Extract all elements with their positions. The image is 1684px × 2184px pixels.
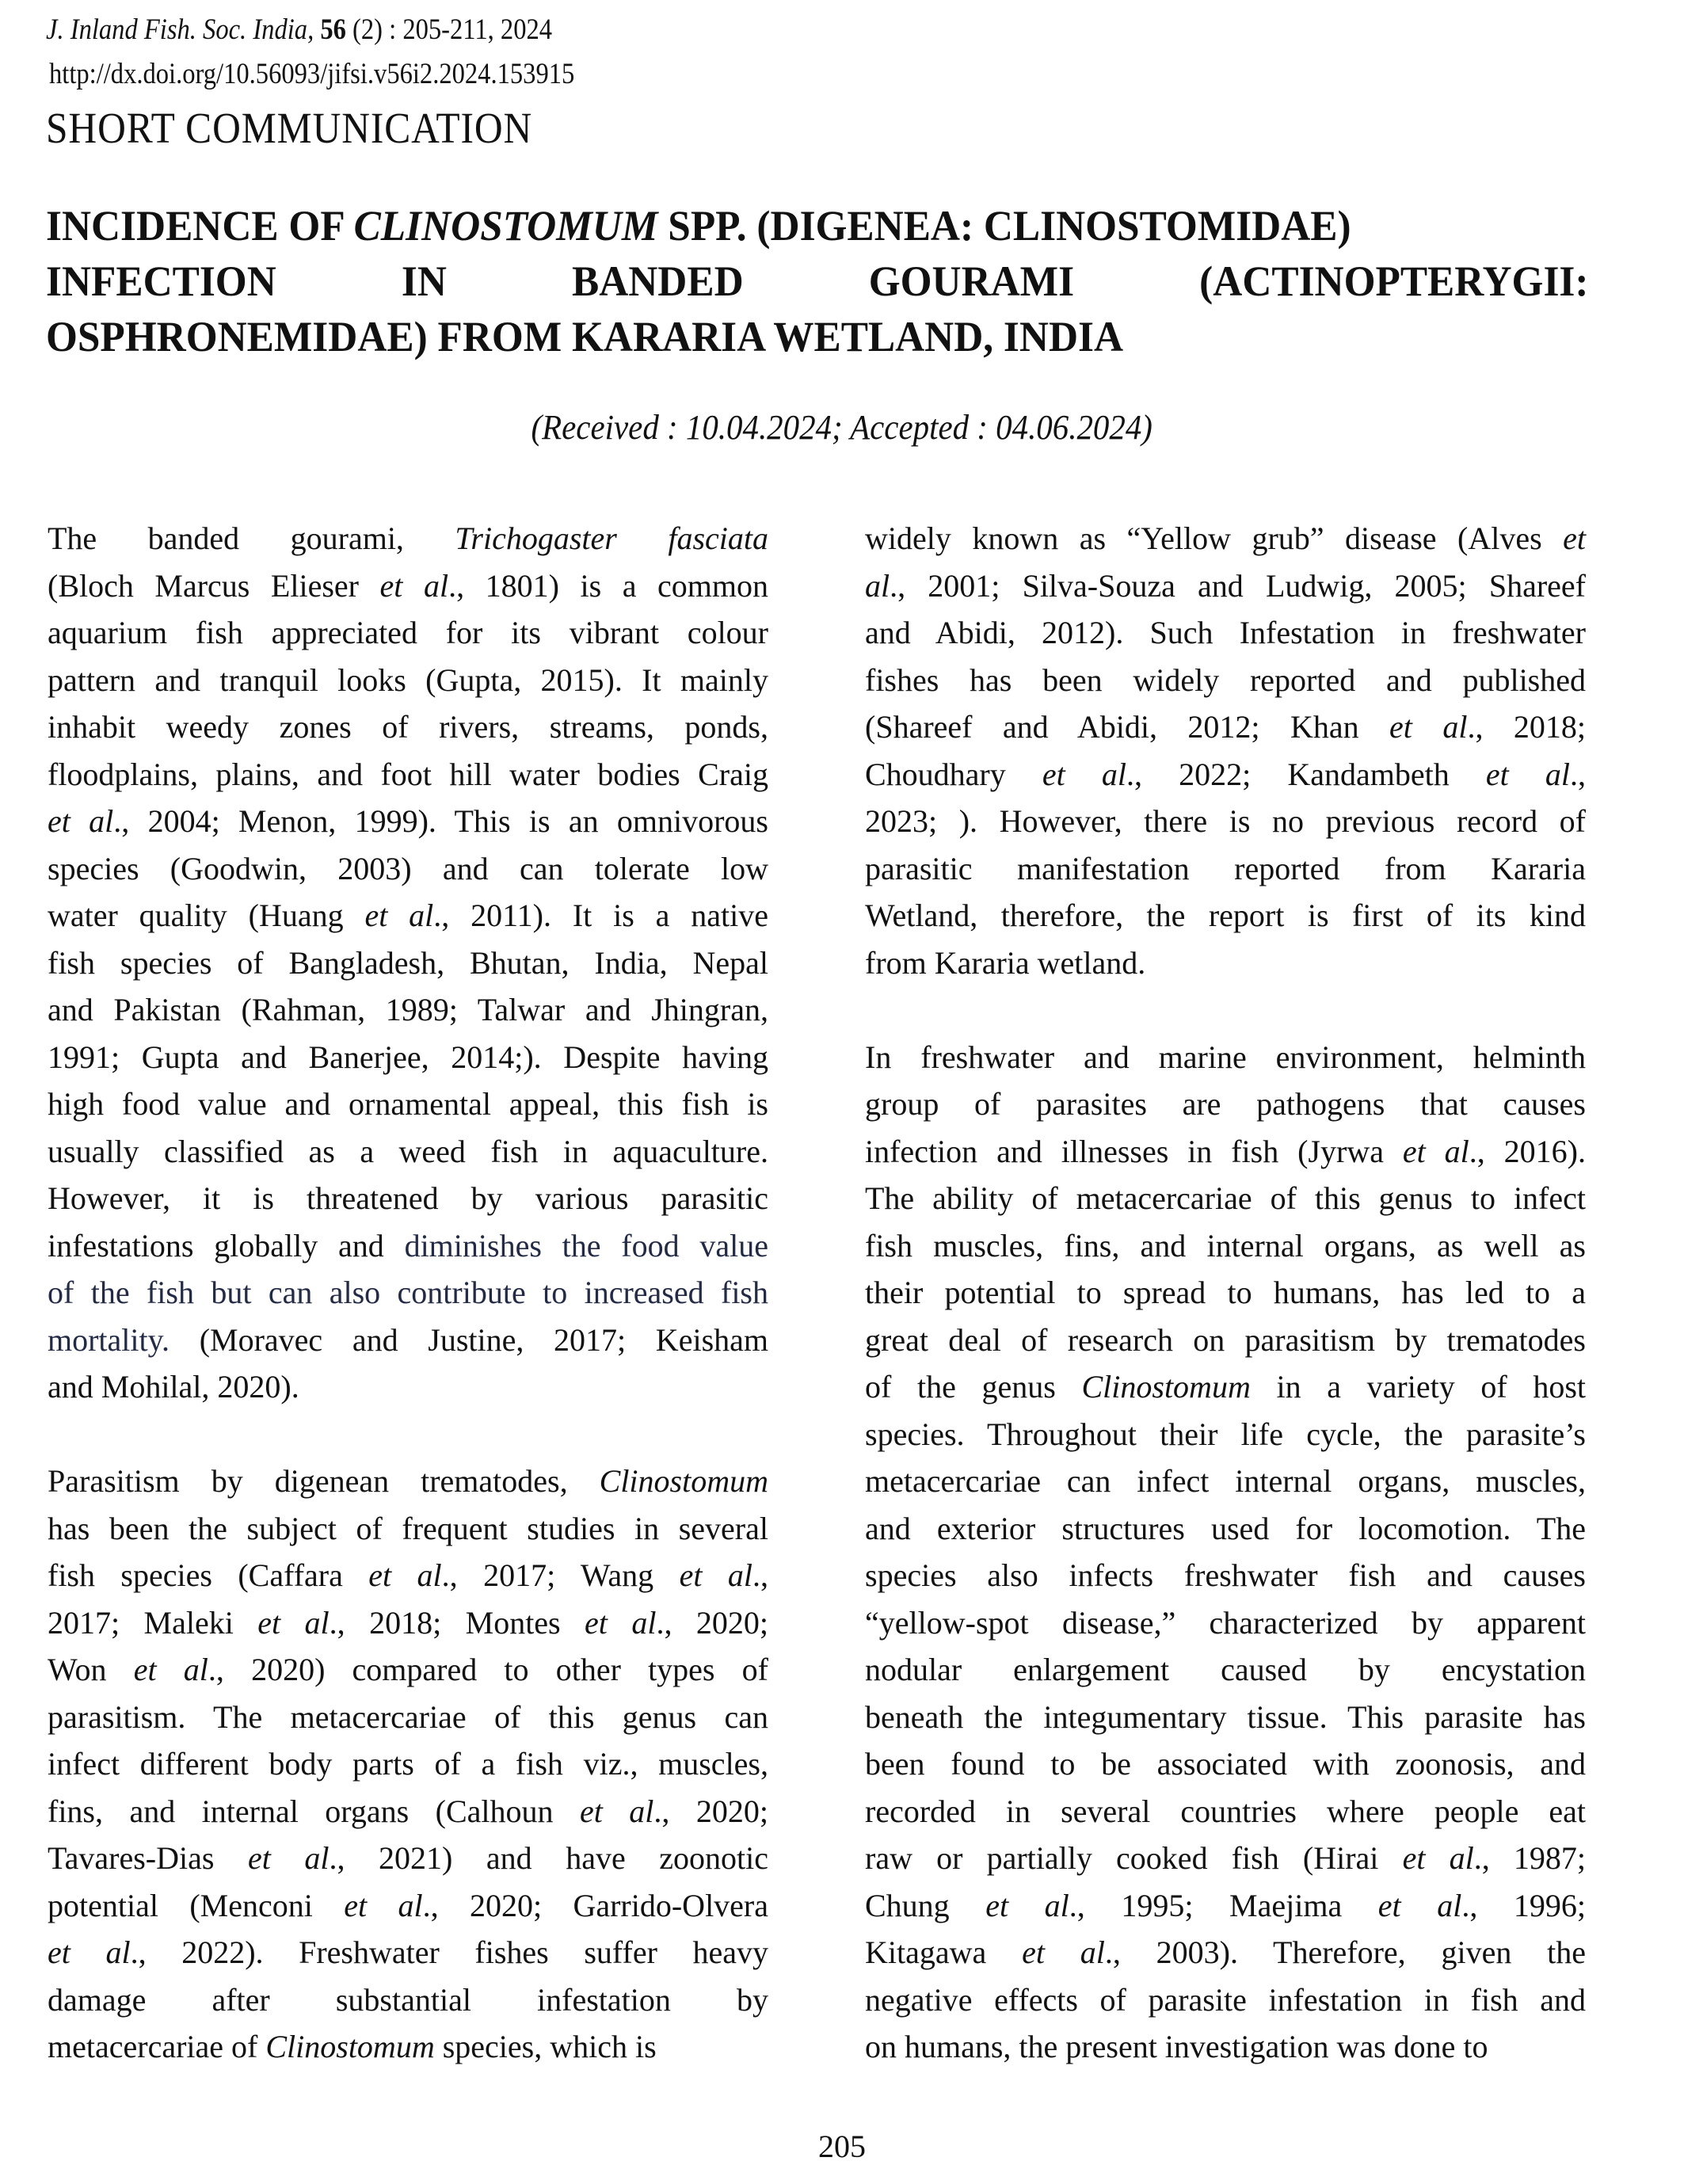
text-line: and exterior structures used for locomotion. The [865, 1510, 1586, 1546]
italic-term: et al [133, 1652, 208, 1687]
italic-term: et al [1485, 756, 1570, 792]
italic-term: et al [679, 1557, 752, 1593]
doi-link[interactable]: http://dx.doi.org/10.56093/jifsi.v56i2.2024.153915 [49, 58, 575, 90]
text-line: of the genus Clinostomum in a variety of host [865, 1369, 1587, 1405]
paragraph-gap [865, 986, 1586, 1034]
received-accepted-dates: (Received : 10.04.2024; Accepted : 04.06.2024) [531, 408, 1153, 447]
text-line: metacercariae can infect internal organs, muscles, [865, 1463, 1586, 1499]
text-line: on humans, the present investigation was done to [865, 2029, 1488, 2064]
text-line: 1991; Gupta and Banerjee, 2014;). Despite having [48, 1039, 768, 1075]
highlighted-text: diminishes the food value [404, 1227, 768, 1264]
text-line: species. Throughout their life cycle, the parasite’s [865, 1416, 1586, 1452]
highlighted-text: of the fish but can also contribute to increased fish [48, 1275, 768, 1310]
text-line: nodular enlargement caused by encystation [865, 1652, 1586, 1687]
text-line: fish muscles, fins, and internal organs, as well as [865, 1227, 1586, 1264]
italic-term: Trichogaster fasciata [455, 520, 768, 556]
text-line: raw or partially cooked fish (Hirai et al., 1987; [865, 1840, 1586, 1876]
italic-term: Clinostomum [599, 1463, 768, 1499]
italic-term: et al [344, 1887, 423, 1923]
text-line: “yellow-spot disease,” characterized by apparent [865, 1604, 1586, 1641]
text-line: mortality. (Moravec and Justine, 2017; Keisham [48, 1321, 768, 1358]
text-line: fins, and internal organs (Calhoun et al., 2020; [48, 1793, 768, 1829]
italic-term: et al [1042, 756, 1126, 792]
italic-term: et al [247, 1840, 330, 1876]
italic-term: Clinostomum [1081, 1369, 1251, 1405]
text-line: infection and illnesses in fish (Jyrwa et al., 2016). [865, 1133, 1586, 1169]
text-line: their potential to spread to humans, has led to a [865, 1275, 1586, 1310]
text-line: The ability of metacercariae of this genus to infect [865, 1180, 1586, 1216]
right-column [865, 515, 1586, 2071]
text-line: widely known as “Yellow grub” disease (Alves et [865, 520, 1586, 556]
title-line-1: INCIDENCE OF CLINOSTOMUM SPP. (DIGENEA: CLINOSTOMIDAE) [46, 202, 1351, 250]
italic-term: et al [364, 898, 434, 933]
text-line: group of parasites are pathogens that causes [865, 1086, 1586, 1122]
text-line: Parasitism by digenean trematodes, Clinostomum [48, 1463, 768, 1499]
journal-volume: 56 [320, 13, 346, 46]
text-line: infestations globally and diminishes the food value [48, 1227, 768, 1264]
text-line: (Bloch Marcus Elieser et al., 1801) is a common [48, 567, 768, 604]
text-line: Tavares-Dias et al., 2021) and have zoonotic [48, 1840, 768, 1876]
text-line: infect different body parts of a fish viz., muscles, [48, 1746, 768, 1782]
italic-term: et al [585, 1604, 657, 1641]
paragraph-gap [48, 1411, 768, 1458]
text-line: fish species of Bangladesh, Bhutan, India, Nepal [48, 944, 768, 981]
text-line: 2023; ). However, there is no previous record of [865, 803, 1586, 839]
text-line: al., 2001; Silva-Souza and Ludwig, 2005; Shareef [865, 567, 1586, 604]
text-line: species (Goodwin, 2003) and can tolerate low [48, 850, 768, 886]
text-line: et al., 2022). Freshwater fishes suffer heavy [48, 1934, 769, 1970]
text-line: metacercariae of Clinostomum species, which is [48, 2029, 657, 2064]
italic-term: et al [1389, 709, 1468, 745]
title-line-3: OSPHRONEMIDAE) FROM KARARIA WETLAND, INDIA [46, 313, 1124, 360]
text-line: has been the subject of frequent studies in several [48, 1510, 768, 1546]
italic-term: et al [1402, 1840, 1474, 1876]
text-line: Won et al., 2020) compared to other types of [48, 1652, 768, 1687]
text-line: pattern and tranquil looks (Gupta, 2015). It mainly [48, 661, 768, 698]
italic-term: et al [579, 1793, 654, 1829]
text-line: negative effects of parasite infestation in fish and [865, 1981, 1586, 2018]
journal-issue-pages: (2) : 205-211, 2024 [352, 13, 553, 46]
text-line: fishes has been widely reported and published [865, 661, 1586, 698]
text-line: parasitism. The metacercariae of this genus can [48, 1698, 768, 1735]
text-line: The banded gourami, Trichogaster fasciata [48, 520, 768, 556]
title-genus: CLINOSTOMUM [353, 202, 658, 250]
italic-term: et al [1377, 1887, 1462, 1923]
text-line: 2017; Maleki et al., 2018; Montes et al., 2020; [48, 1604, 768, 1641]
text-line: parasitic manifestation reported from Kararia [865, 850, 1586, 886]
journal-citation [46, 11, 552, 49]
italic-term: et al [48, 1934, 131, 1970]
text-line: In freshwater and marine environment, helminth [865, 1039, 1586, 1075]
page-number: 205 [818, 2129, 866, 2164]
italic-term: Clinostomum [265, 2029, 435, 2064]
text-line: Wetland, therefore, the report is first of its kind [865, 898, 1586, 933]
section-label: SHORT COMMUNICATION [46, 104, 533, 152]
text-line: Choudhary et al., 2022; Kandambeth et al., [865, 756, 1586, 792]
text-line: et al., 2004; Menon, 1999). This is an omnivorous [48, 803, 768, 839]
paragraph-yellow-grub [865, 515, 1586, 986]
text-line: potential (Menconi et al., 2020; Garrido-Olvera [48, 1887, 769, 1923]
text-line: aquarium fish appreciated for its vibrant colour [48, 615, 768, 650]
italic-term: et al [1402, 1133, 1469, 1169]
italic-term: et al [1022, 1934, 1105, 1970]
paragraph-helminth [865, 1034, 1586, 2071]
italic-term: et [1563, 520, 1586, 556]
text-line: (Shareef and Abidi, 2012; Khan et al., 2018; [865, 709, 1586, 745]
journal-abbrev: J. Inland Fish. Soc. India, [46, 13, 314, 46]
left-column [48, 515, 768, 2071]
text-line: high food value and ornamental appeal, this fish is [48, 1086, 768, 1122]
text-line: and Abidi, 2012). Such Infestation in freshwater [865, 615, 1586, 650]
text-line: usually classified as a weed fish in aquaculture. [48, 1133, 768, 1169]
text-line: inhabit weedy zones of rivers, streams, ponds, [48, 709, 768, 745]
text-line: fish species (Caffara et al., 2017; Wang et al., [48, 1557, 768, 1593]
text-line: species also infects freshwater fish and causes [865, 1557, 1586, 1593]
text-line: damage after substantial infestation by [48, 1981, 768, 2018]
article-title [46, 198, 1589, 364]
italic-term: et al [368, 1557, 442, 1593]
text-line: However, it is threatened by various parasitic [48, 1180, 768, 1216]
text-line: beneath the integumentary tissue. This parasite has [865, 1698, 1586, 1735]
text-line: water quality (Huang et al., 2011). It is a native [48, 898, 769, 933]
text-line: great deal of research on parasitism by trematodes [865, 1321, 1586, 1358]
text-line: and Mohilal, 2020). [48, 1369, 299, 1405]
highlighted-text: mortality. [48, 1321, 170, 1358]
paragraph-parasitism [48, 1458, 768, 2071]
text-line: floodplains, plains, and foot hill water bodies Craig [48, 756, 768, 792]
text-line: and Pakistan (Rahman, 1989; Talwar and Jhingran, [48, 992, 768, 1027]
italic-term: et al [48, 803, 114, 839]
text-line: from Kararia wetland. [865, 944, 1146, 981]
italic-term: et al [985, 1887, 1069, 1923]
italic-term: et al [379, 567, 449, 604]
text-line: recorded in several countries where people eat [865, 1793, 1586, 1829]
text-line: Kitagawa et al., 2003). Therefore, given the [865, 1934, 1586, 1970]
text-line: been found to be associated with zoonosis, and [865, 1746, 1586, 1782]
text-line: Chung et al., 1995; Maejima et al., 1996; [865, 1887, 1586, 1923]
title-line-2: INFECTION IN BANDED GOURAMI (ACTINOPTERYGII: [46, 257, 1589, 305]
paragraph-intro [48, 515, 768, 1222]
italic-term: et al [257, 1604, 330, 1641]
italic-term: al [865, 567, 890, 604]
